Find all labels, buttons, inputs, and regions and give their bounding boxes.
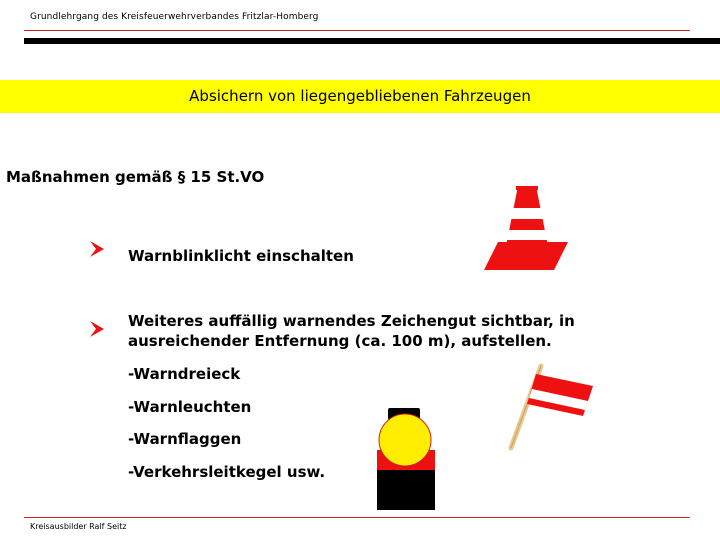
list-item: -Warnleuchten	[128, 398, 252, 416]
header-red-rule	[24, 30, 690, 31]
chevron-bullet-icon	[88, 320, 106, 338]
list-item: -Verkehrsleitkegel usw.	[128, 463, 326, 481]
header-text: Grundlehrgang des Kreisfeuerwehrverbandes Fritzlar-Homberg	[30, 12, 319, 22]
bullet-text: Warnblinklicht einschalten	[128, 247, 354, 265]
list-item: -Warnflaggen	[128, 430, 242, 448]
list-item: -Warndreieck	[128, 365, 241, 383]
warning-light-icon	[375, 406, 437, 512]
slide-title: Absichern von liegengebliebenen Fahrzeugen	[189, 87, 531, 105]
footer-text: Kreisausbilder Ralf Seitz	[30, 522, 127, 531]
warning-flag-icon	[505, 360, 597, 452]
traffic-cone-icon	[484, 186, 570, 272]
header-black-rule	[24, 38, 720, 44]
footer-red-rule	[24, 517, 690, 518]
bullet-text-line-1: Weiteres auffällig warnendes Zeichengut sichtbar, in	[128, 312, 575, 330]
subtitle: Maßnahmen gemäß § 15 St.VO	[6, 168, 265, 186]
bullet-text-line-2: ausreichender Entfernung (ca. 100 m), aufstellen.	[128, 332, 552, 350]
chevron-bullet-icon	[88, 240, 106, 258]
